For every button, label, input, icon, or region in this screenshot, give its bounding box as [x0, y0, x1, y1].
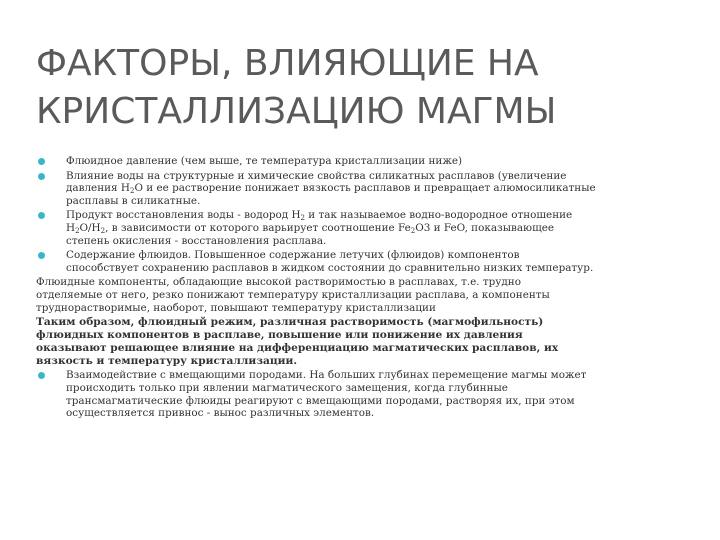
- bullet-water-influence: [36, 170, 696, 208]
- paragraph-conclusion: [36, 316, 696, 367]
- subscript: 2: [410, 226, 416, 235]
- text-line: флюидных компонентов в расплаве, повышение или понижение их давления: [36, 328, 523, 341]
- text-line: трансмагматические флюиды реагируют с вмещающими породами, растворяя их, при этом: [66, 394, 575, 407]
- text-fragment: и так называемое водно-водородное отношение: [305, 209, 573, 222]
- text-line: вязкость и температуру кристаллизации.: [36, 354, 298, 367]
- text-line: [66, 222, 696, 235]
- text-line: Таким образом, флюидный режим, различная растворимость (магмофильность): [36, 316, 544, 329]
- bullet-water-reduction: [36, 209, 696, 247]
- text-line: осуществляется привнос - вынос различных элементов.: [66, 407, 375, 420]
- text-line: отделяемые от него, резко понижают температуру кристаллизации расплава, а компоненты: [36, 288, 550, 301]
- bullet-fluid-pressure: [36, 155, 696, 168]
- text-line: труднорастворимые, наоборот, повышают температуру кристаллизации: [36, 301, 436, 314]
- text-line: Флюидные компоненты, обладающие высокой растворимостью в расплавах, т.е. трудно: [36, 276, 521, 289]
- text-line: Содержание флюидов. Повышенное содержание летучих (флюидов) компонентов: [66, 249, 520, 262]
- subscript: 2: [129, 187, 135, 196]
- text-fragment: H: [66, 221, 76, 234]
- title-line-2: КРИСТАЛЛИЗАЦИЮ МАГМЫ: [36, 91, 557, 132]
- text-line: Влияние воды на структурные и химические свойства силикатных расплавов (увеличение: [66, 169, 567, 182]
- text-fragment: Продукт восстановления воды - водород H: [66, 209, 301, 222]
- text-fragment: O и ее растворение понижает вязкость расплавов и превращает алюмосиликатные: [134, 182, 596, 195]
- text-line: Взаимодействие с вмещающими породами. На больших глубинах перемещение магмы может: [66, 369, 587, 382]
- text-line: происходить только при явлении магматического замещения, когда глубинные: [66, 381, 508, 394]
- text-line: оказывают решающее влияние на дифференциацию магматических расплавов, их: [36, 341, 559, 354]
- text-fragment: , в зависимости от которого варьирует соотношение Fe: [105, 221, 411, 234]
- text-fragment: давления H: [66, 182, 130, 195]
- slide-title: [36, 40, 696, 136]
- bullet-host-rock-interaction: [36, 369, 696, 419]
- text-fragment: O3 и FeO, показывающее: [415, 221, 555, 234]
- text-line: [66, 182, 696, 195]
- subscript: 2: [100, 226, 106, 235]
- subscript: 2: [75, 226, 80, 235]
- slide-body: [36, 155, 696, 422]
- text-line: [66, 209, 696, 222]
- paragraph-fluid-components: [36, 276, 696, 314]
- text-fragment: O/H: [79, 221, 101, 234]
- title-line-1: ФАКТОРЫ, ВЛИЯЮЩИЕ НА: [36, 43, 539, 84]
- bullet-fluid-content: [36, 249, 696, 274]
- text-line: Флюидное давление (чем выше, те температура кристаллизации ниже): [66, 155, 463, 167]
- text-line: способствует сохранению расплавов в жидком состоянии до сравнительно низких температур.: [66, 261, 594, 274]
- text-line: расплавы в силикатные.: [66, 194, 201, 207]
- subscript: 2: [300, 214, 305, 223]
- text-line: степень окисления - восстановления расплава.: [66, 234, 327, 247]
